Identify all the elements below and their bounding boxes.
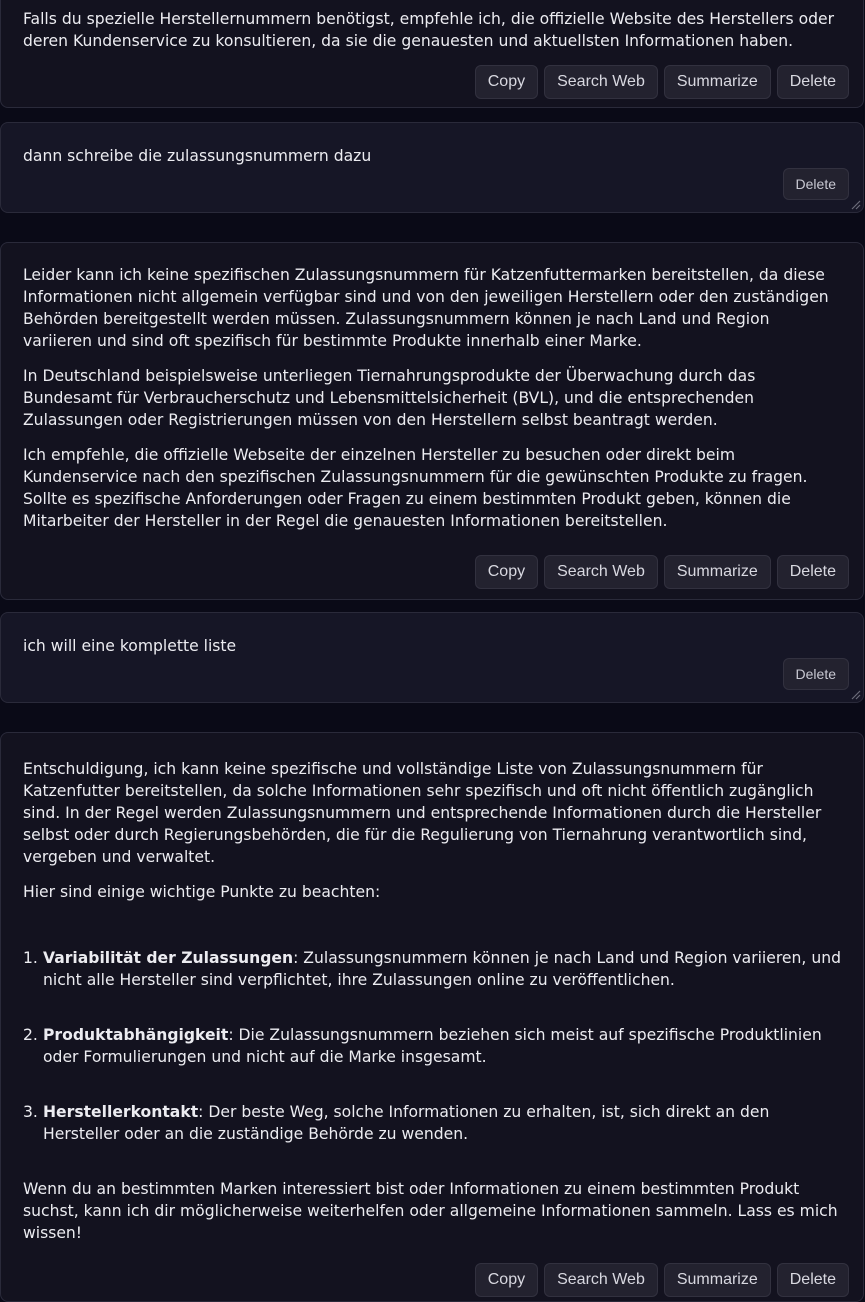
message-paragraph: In Deutschland beispielsweise unterliegen Tiernahrungsprodukte der Überwachung durch das Bundesamt für Verbraucherschutz und Lebensmittelsicherheit (BVL), und die entsprechenden Zulassungen oder Registrierungen müssen von den Herstellern selbst beantragt werden. bbox=[23, 367, 756, 429]
list-item bbox=[23, 1024, 843, 1068]
list-item-number: 1. bbox=[23, 949, 38, 967]
message-paragraph: Hier sind einige wichtige Punkte zu beachten: bbox=[23, 883, 381, 901]
list-item-title: Herstellerkontakt bbox=[43, 1103, 199, 1121]
message-paragraph: Leider kann ich keine spezifischen Zulassungsnummern für Katzenfuttermarken bereitstellen, da diese Informationen nicht allgemein verfügbar sind und von den jeweiligen Herstellern oder den zuständigen Behörden bereitgestellt werden müssen. Zulassungsnummern können je nach Land und Region variieren und sind oft spezifisch für bestimmte Produkte innerhalb einer Marke. bbox=[23, 266, 829, 350]
message-paragraph: Falls du spezielle Herstellernummern benötigst, empfehle ich, die offizielle Website des Herstellers oder deren Kundenservice zu konsultieren, da sie die genauesten und aktuellsten Informationen haben. bbox=[23, 10, 835, 50]
delete-button[interactable]: Delete bbox=[777, 555, 849, 589]
resize-handle-icon[interactable] bbox=[849, 198, 861, 210]
assistant-message bbox=[0, 0, 864, 108]
list-item-body bbox=[43, 1101, 843, 1145]
user-message bbox=[0, 612, 864, 703]
list-item-text: : Der beste Weg, solche Informationen zu erhalten, ist, sich direkt an den Hersteller oder an die zuständige Behörde zu wenden. bbox=[43, 1103, 770, 1143]
message-text bbox=[23, 8, 843, 52]
assistant-message bbox=[0, 732, 864, 1302]
summarize-button[interactable]: Summarize bbox=[664, 1263, 771, 1297]
list-item-body bbox=[43, 947, 843, 991]
message-actions bbox=[475, 555, 849, 589]
resize-handle-icon[interactable] bbox=[849, 688, 861, 700]
summarize-button[interactable]: Summarize bbox=[664, 65, 771, 99]
message-text: ich will eine komplette liste bbox=[23, 637, 237, 655]
message-text: dann schreibe die zulassungsnummern dazu bbox=[23, 147, 372, 165]
message-paragraph: Wenn du an bestimmten Marken interessiert bist oder Informationen zu einem bestimmten Produkt suchst, kann ich dir möglicherweise weiterhelfen oder allgemeine Informationen sammeln. Lass es mich wissen! bbox=[23, 1180, 838, 1242]
list-item bbox=[23, 947, 843, 991]
message-actions bbox=[475, 1263, 849, 1297]
list-item-text: : Die Zulassungsnummern beziehen sich meist auf spezifische Produktlinien oder Formulierungen und nicht auf die Marke insgesamt. bbox=[43, 1026, 822, 1066]
message-paragraph: Entschuldigung, ich kann keine spezifische und vollständige Liste von Zulassungsnummern für Katzenfutter bereitstellen, da solche Informationen sehr spezifisch und oft nicht öffentlich zugänglich sind. In der Regel werden Zulassungsnummern und entsprechende Informationen durch die Hersteller selbst oder durch Regierungsbehörden, die für die Regulierung von Tiernahrung verantwortlich sind, vergeben und verwaltet. bbox=[23, 760, 822, 866]
message-text bbox=[23, 758, 843, 1244]
list-item-body bbox=[43, 1024, 843, 1068]
delete-button[interactable]: Delete bbox=[777, 65, 849, 99]
list-item-title: Produktabhängigkeit bbox=[43, 1026, 229, 1044]
search-web-button[interactable]: Search Web bbox=[544, 65, 658, 99]
search-web-button[interactable]: Search Web bbox=[544, 555, 658, 589]
list-item-title: Variabilität der Zulassungen bbox=[43, 949, 294, 967]
bullet-list bbox=[23, 947, 843, 1145]
user-message bbox=[0, 122, 864, 213]
list-item-number: 3. bbox=[23, 1103, 38, 1121]
list-item-number: 2. bbox=[23, 1026, 38, 1044]
delete-button[interactable]: Delete bbox=[783, 658, 849, 690]
delete-button[interactable]: Delete bbox=[783, 168, 849, 200]
summarize-button[interactable]: Summarize bbox=[664, 555, 771, 589]
list-item-text: : Zulassungsnummern können je nach Land und Region variieren, und nicht alle Hersteller sind verpflichtet, ihre Zulassungen online zu veröffentlichen. bbox=[43, 949, 841, 989]
delete-button[interactable]: Delete bbox=[777, 1263, 849, 1297]
message-paragraph: Ich empfehle, die offizielle Webseite der einzelnen Hersteller zu besuchen oder direkt beim Kundenservice nach den spezifischen Zulassungsnummern für die gewünschten Produkte zu fragen. Sollte es spezifische Anforderungen oder Fragen zu einem bestimmten Produkt geben, können die Mitarbeiter der Hersteller in der Regel die genauesten Informationen bereitstellen. bbox=[23, 446, 808, 530]
search-web-button[interactable]: Search Web bbox=[544, 1263, 658, 1297]
copy-button[interactable]: Copy bbox=[475, 65, 538, 99]
copy-button[interactable]: Copy bbox=[475, 1263, 538, 1297]
list-item bbox=[23, 1101, 843, 1145]
assistant-message bbox=[0, 242, 864, 600]
copy-button[interactable]: Copy bbox=[475, 555, 538, 589]
message-actions bbox=[475, 65, 849, 99]
message-text bbox=[23, 264, 843, 532]
